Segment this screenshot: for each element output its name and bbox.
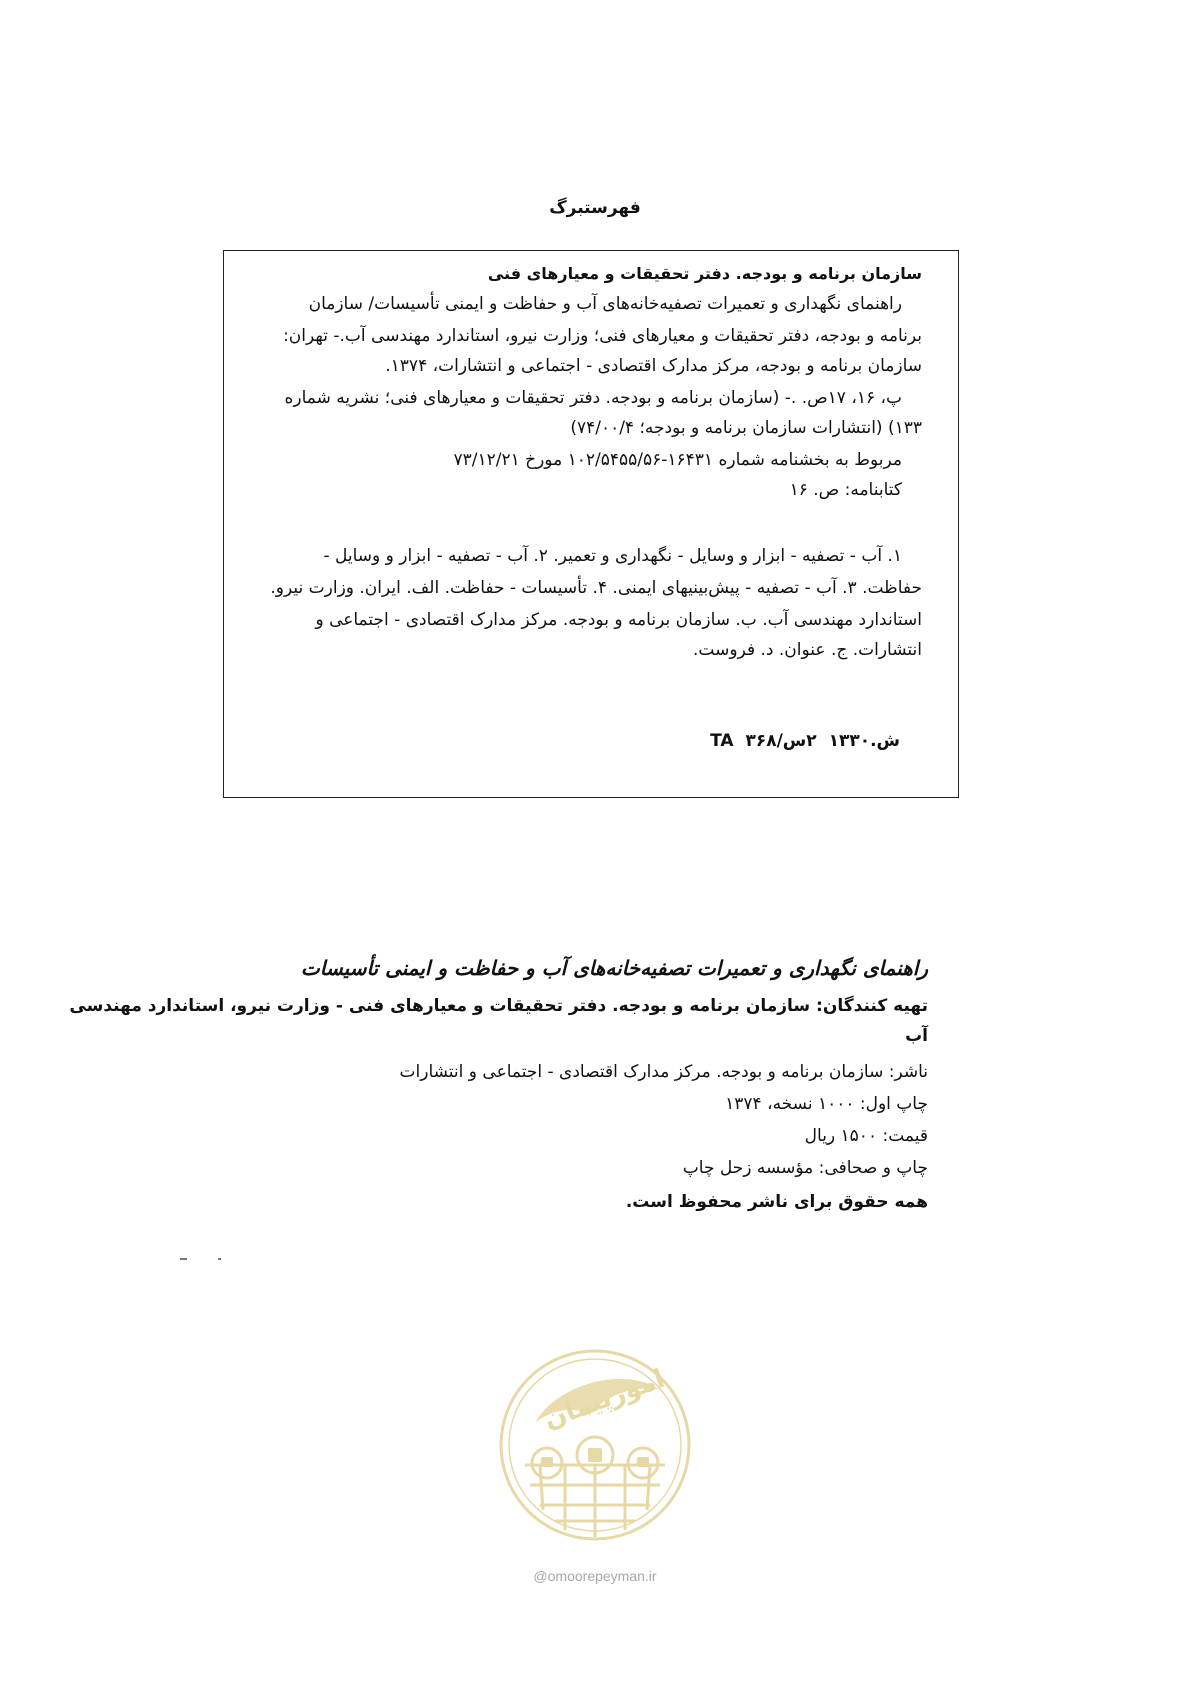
preparers-line: تهیه کنندگان: سازمان برنامه و بودجه. دفتر تحقیقات و معیارهای فنی - وزارت نیرو، استاندارد مهندسی [69,996,928,1016]
catalog-title-line: راهنمای نگهداری و تعمیرات تصفیه‌خانه‌های آب و حفاظت و ایمنی تأسیسات/ سازمان [308,294,902,314]
catalog-subject-line: حفاظت. ۳. آب - تصفیه - پیش‌بینیهای ایمنی. ۴. تأسیسات - حفاظت. الف. ایران. وزارت نیرو. [270,578,922,598]
catalog-subject-line: استاندارد مهندسی آب. ب. سازمان برنامه و بودجه. مرکز مدارک اقتصادی - اجتماعی و [315,610,922,630]
catalog-card [223,250,959,798]
catalog-imprint-line: سازمان برنامه و بودجه، مرکز مدارک اقتصادی - اجتماعی و انتشارات، ۱۳۷۴. [385,356,922,376]
catalog-bibliography-line: کتابنامه: ص. ۱۶ [789,480,902,500]
preparers-line: آب [905,1026,928,1046]
publisher-line: ناشر: سازمان برنامه و بودجه. مرکز مدارک اقتصادی - اجتماعی و انتشارات [399,1062,928,1082]
classification-number: ش.۱۳۳۰ ۲س/۳۶۸ TA [710,731,900,751]
stray-mark [180,1258,187,1260]
seal-text: امورپیمان [539,1363,669,1436]
catalog-note-line: مربوط به بخشنامه شماره ۱۶۴۳۱-۱۰۲/۵۴۵۵/۵۶ مورخ ۷۳/۱۲/۲۱ [453,450,902,470]
catalog-subject-line: انتشارات. ج. عنوان. د. فروست. [693,640,922,660]
catalog-subject-line: ۱. آب - تصفیه - ابزار و وسایل - نگهداری و تعمیر. ۲. آب - تصفیه - ابزار و وسایل - [323,546,902,566]
catalog-series-line: ۱۳۳) (انتشارات سازمان برنامه و بودجه؛ ۷۴/۰۰/۴) [570,418,922,438]
seal-logo-icon [495,1345,695,1545]
stray-mark [218,1258,221,1260]
page-heading: فهرستبرگ [549,198,641,218]
printer-line: چاپ و صحافی: مؤسسه زحل چاپ [682,1158,928,1178]
watermark-url: @omoorepeyman.ir [533,1568,657,1584]
book-title: راهنمای نگهداری و تعمیرات تصفیه‌خانه‌های آب و حفاظت و ایمنی تأسیسات [300,956,928,980]
catalog-title-line: برنامه و بودجه، دفتر تحقیقات و معیارهای فنی؛ وزارت نیرو، استاندارد مهندسی آب.- تهران: [283,326,922,346]
catalog-collation-line: پ، ۱۶، ۱۷ص. .- (سازمان برنامه و بودجه. دفتر تحقیقات و معیارهای فنی؛ نشریه شماره [284,388,902,408]
edition-line: چاپ اول: ۱۰۰۰ نسخه، ۱۳۷۴ [725,1094,928,1114]
catalog-main-entry: سازمان برنامه و بودجه. دفتر تحقیقات و معیارهای فنی [487,264,922,283]
price-line: قیمت: ۱۵۰۰ ریال [804,1126,928,1146]
rights-line: همه حقوق برای ناشر محفوظ است. [625,1192,928,1212]
